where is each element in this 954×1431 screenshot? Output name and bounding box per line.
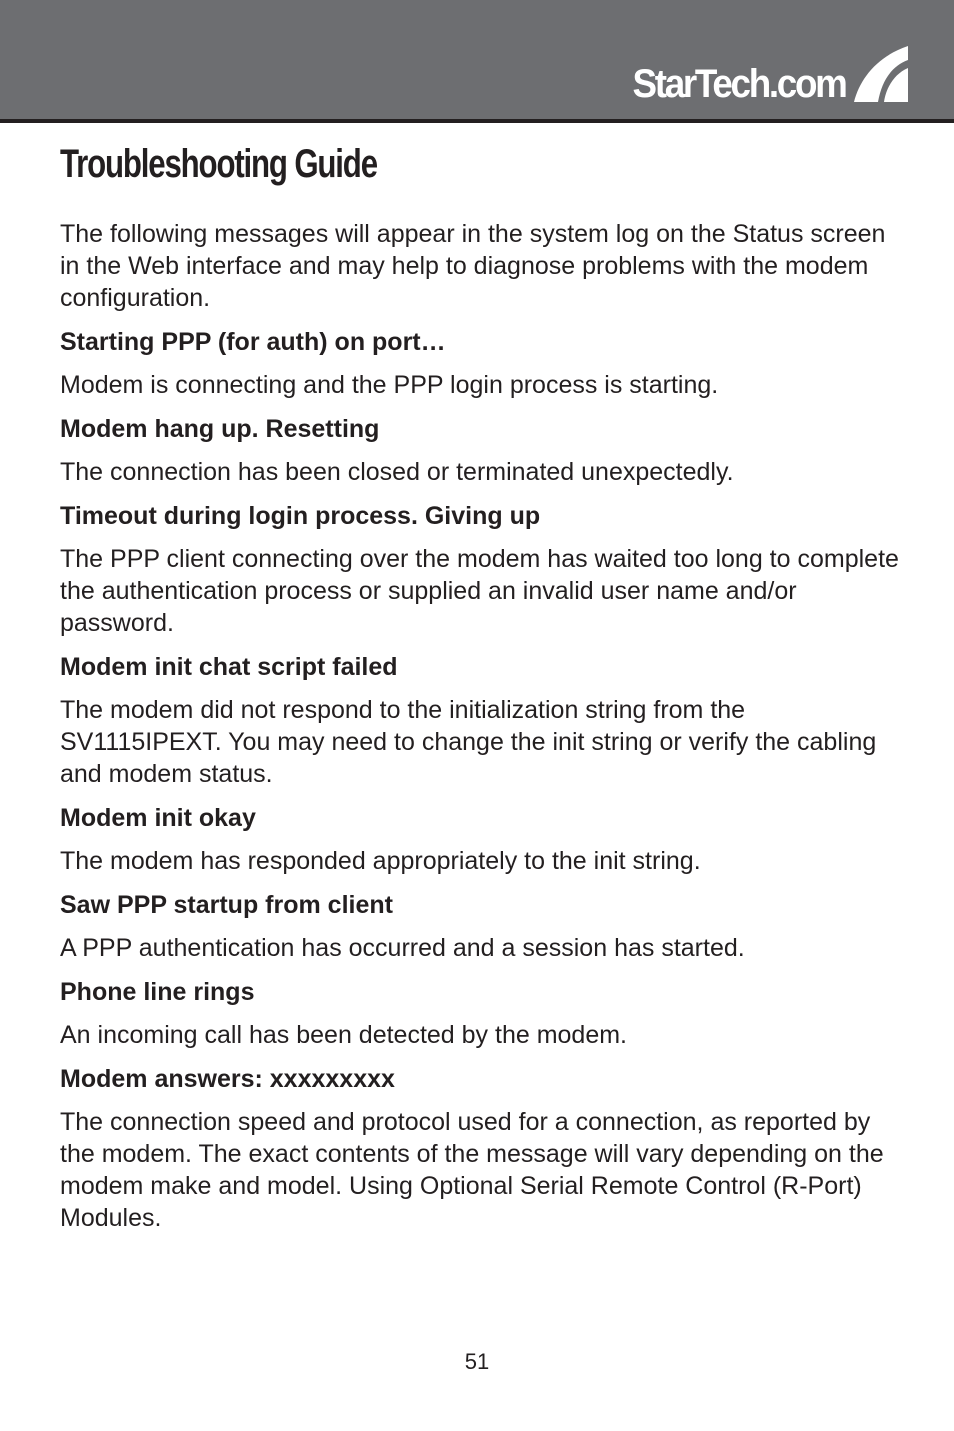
log-message: Modem init chat script failed [60, 653, 398, 681]
troubleshooting-content [60, 218, 900, 1246]
page-number: 51 [464, 1349, 490, 1374]
log-description: The connection has been closed or terminated unexpectedly. [60, 458, 734, 486]
log-message: Modem answers: xxxxxxxxx [60, 1065, 395, 1093]
log-description: The PPP client connecting over the modem has waited too long to complete the authentication process or supplied an invalid user name and/or password. [60, 545, 899, 637]
log-message: Timeout during login process. Giving up [60, 502, 541, 530]
startech-logo [614, 44, 910, 104]
log-message: Saw PPP startup from client [60, 891, 393, 919]
log-description: An incoming call has been detected by the modem. [60, 1021, 628, 1049]
log-message: Modem init okay [60, 804, 256, 832]
log-message: Modem hang up. Resetting [60, 415, 380, 443]
log-message: Phone line rings [60, 978, 255, 1006]
page-title: Troubleshooting Guide [60, 142, 377, 186]
log-description: The modem did not respond to the initialization string from the SV1115IPEXT. You may need to change the init string or verify the cabling and modem status. [60, 696, 877, 788]
logo-swoosh-icon [848, 44, 910, 104]
header-rule [0, 119, 954, 123]
intro-paragraph: The following messages will appear in the system log on the Status screen in the Web interface and may help to diagnose problems with the modem configuration. [60, 220, 886, 312]
log-message: Starting PPP (for auth) on port… [60, 328, 446, 356]
logo-text: StarTech.com [632, 62, 846, 106]
log-description: Modem is connecting and the PPP login process is starting. [60, 371, 719, 399]
log-description: The modem has responded appropriately to the init string. [60, 847, 701, 875]
log-description: The connection speed and protocol used for a connection, as reported by the modem. The exact contents of the message will vary depending on the modem make and model. Using Optional Serial Remote Control (R-Port) Modules. [60, 1108, 884, 1232]
log-description: A PPP authentication has occurred and a session has started. [60, 934, 745, 962]
